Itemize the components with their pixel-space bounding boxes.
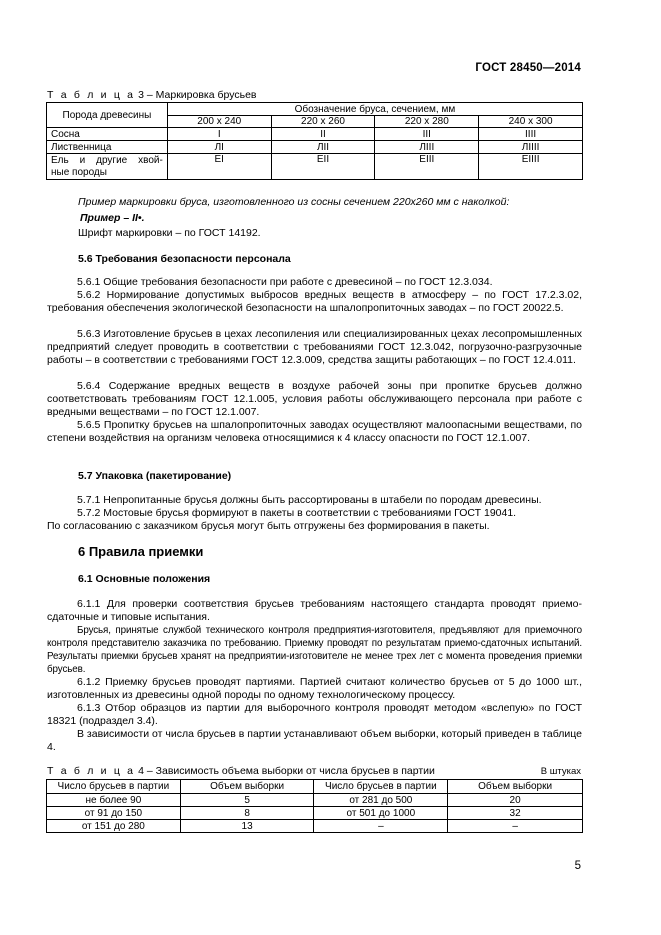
table4-cell: 8 xyxy=(180,807,314,820)
table3-mark: ЛII xyxy=(271,141,375,154)
paragraph-6-1-3-b: В зависимости от числа брусьев в партии устанавливают объем выборки, который приведен в таблице 4. xyxy=(47,728,583,753)
page-number: 5 xyxy=(574,860,581,872)
table4-units: В штуках xyxy=(540,766,581,777)
table-row xyxy=(47,128,583,141)
standard-header: ГОСТ 28450—2014 xyxy=(475,62,581,74)
table4-header: Число брусьев в партии xyxy=(314,780,448,794)
paragraph-6-1-1-b: Брусья, принятые службой технического контроля предприятия-изготовителя, предъявляют для приемочного контроля представителю заказчика по требованию. Приемку проводят по результатам приемо-сдаточных испытаний. Результаты приемки брусьев хранят на предприятии-изготовителе не менее трех лет с момента проведения приемки брусьев. xyxy=(47,625,582,675)
table4-cell: не более 90 xyxy=(47,794,181,807)
table4-header: Число брусьев в партии xyxy=(47,780,181,794)
table-row xyxy=(47,141,583,154)
table3-section: 240 х 300 xyxy=(479,116,583,128)
table3-caption-text: 3 – Маркировка брусьев xyxy=(138,89,257,101)
table-row xyxy=(47,154,583,180)
table-row xyxy=(47,820,583,833)
table3-section: 220 х 280 xyxy=(375,116,479,128)
table4-cell: 13 xyxy=(180,820,314,833)
example-line: Пример маркировки бруса, изготовленного из сосны сечением 220х260 мм с наколкой: xyxy=(78,196,510,208)
paragraph-5-6-2: 5.6.2 Нормирование допустимых выбросов вредных веществ в атмосферу – по ГОСТ 17.2.3.02, требования обеспечения экологической безопасности на шпалопропиточных заводах – по ГОСТ 20022.5. xyxy=(47,289,582,314)
table3-mark: EII xyxy=(271,154,375,180)
section-5-7-title: 5.7 Упаковка (пакетирование) xyxy=(78,470,232,482)
paragraph-5-6-4: 5.6.4 Содержание вредных веществ в воздухе рабочей зоны при пропитке брусьев должно соответствовать требованиям ГОСТ 12.1.005, условия работы обслуживающего персонала при работе с вредными веществами – по ГОСТ 12.1.007. xyxy=(47,380,582,418)
paragraph-6-1-2: 6.1.2 Приемку брусьев проводят партиями. Партией считают количество брусьев от 5 до 1000 шт., изготовленных из древесины одной породы по одному технологическому процессу. xyxy=(47,676,582,701)
table3-species: Лиственница xyxy=(47,141,168,154)
table4-caption-text: 4 – Зависимость объема выборки от числа брусьев в партии xyxy=(138,765,435,777)
table3-header-group: Обозначение бруса, сечением, мм xyxy=(167,103,582,116)
table3-section: 200 х 240 xyxy=(167,116,271,128)
table3-mark: ЛIIII xyxy=(479,141,583,154)
table3-header-species: Порода древесины xyxy=(47,103,168,128)
table3-mark: I xyxy=(167,128,271,141)
example-label: Пример – II•. xyxy=(80,212,145,224)
table3-caption xyxy=(47,89,257,101)
table4-caption xyxy=(47,765,435,777)
table4-cell: от 151 до 280 xyxy=(47,820,181,833)
table3-mark: III xyxy=(375,128,479,141)
paragraph-5-7-3: По согласованию с заказчиком брусья могут быть отгружены без формирования в пакеты. xyxy=(47,520,490,532)
table3-species-line2: ные породы xyxy=(51,166,107,178)
table4-cell: от 91 до 150 xyxy=(47,807,181,820)
table4-cell: 5 xyxy=(180,794,314,807)
table4-header: Объем выборки xyxy=(448,780,583,794)
section-5-6-title: 5.6 Требования безопасности персонала xyxy=(78,253,291,265)
section-6-title: 6 Правила приемки xyxy=(78,544,204,559)
paragraph-5-7-1: 5.7.1 Непропитанные брусья должны быть рассортированы в штабели по породам древесины. xyxy=(77,494,542,506)
table3-species: Сосна xyxy=(47,128,168,141)
table3-mark: II xyxy=(271,128,375,141)
paragraph-5-6-5: 5.6.5 Пропитку брусьев на шпалопропиточных заводах осуществляют малоопасными веществами, по степени воздействия на организм человека относящимися к 4 классу опасности по ГОСТ 12.1.007. xyxy=(47,419,582,444)
table4-cell: – xyxy=(314,820,448,833)
table4-cell: от 501 до 1000 xyxy=(314,807,448,820)
table4-header: Объем выборки xyxy=(180,780,314,794)
table3-mark: EI xyxy=(167,154,271,180)
table4-cell: – xyxy=(448,820,583,833)
table3-mark: EIII xyxy=(375,154,479,180)
table3-species xyxy=(47,154,168,180)
table4-header-row xyxy=(47,780,583,794)
paragraph-6-1-1: 6.1.1 Для проверки соответствия брусьев требованиям настоящего стандарта проводят приемо-сдаточные и типовые испытания. xyxy=(47,598,582,623)
table4-cell: 32 xyxy=(448,807,583,820)
paragraph-5-6-3: 5.6.3 Изготовление брусьев в цехах лесопиления или специализированных цехах лесопромышленных предприятий следует проводить в соответствии с требованиями ГОСТ 12.3.042, погрузочно-разгрузочные работы – в соответствии с требованиями ГОСТ 12.3.009, средства защиты работающих – по ГОСТ 12.4.011. xyxy=(47,328,582,366)
table3-section: 220 х 260 xyxy=(271,116,375,128)
table-row xyxy=(47,807,583,820)
table3 xyxy=(46,102,583,180)
section-6-1-title: 6.1 Основные положения xyxy=(78,573,211,585)
table3-caption-word: Т а б л и ц а xyxy=(47,89,136,101)
example-font: Шрифт маркировки – по ГОСТ 14192. xyxy=(78,227,261,239)
table3-mark: ЛI xyxy=(167,141,271,154)
table4-cell: 20 xyxy=(448,794,583,807)
table3-mark: EIIII xyxy=(479,154,583,180)
table4-caption-word: Т а б л и ц а xyxy=(47,765,136,777)
table-row xyxy=(47,794,583,807)
table3-mark: ЛIII xyxy=(375,141,479,154)
table4-cell: от 281 до 500 xyxy=(314,794,448,807)
paragraph-6-1-3: 6.1.3 Отбор образцов из партии для выборочного контроля проводят методом «вслепую» по ГОСТ 18321 (подраздел 3.4). xyxy=(47,702,582,727)
table3-mark: IIII xyxy=(479,128,583,141)
table3-species-line1: Ель и другие хвой- xyxy=(51,154,163,166)
paragraph-5-7-2: 5.7.2 Мостовые брусья формируют в пакеты в соответствии с требованиями ГОСТ 19041. xyxy=(77,507,517,519)
table4 xyxy=(46,779,583,833)
paragraph-5-6-1: 5.6.1 Общие требования безопасности при работе с древесиной – по ГОСТ 12.3.034. xyxy=(77,276,493,288)
